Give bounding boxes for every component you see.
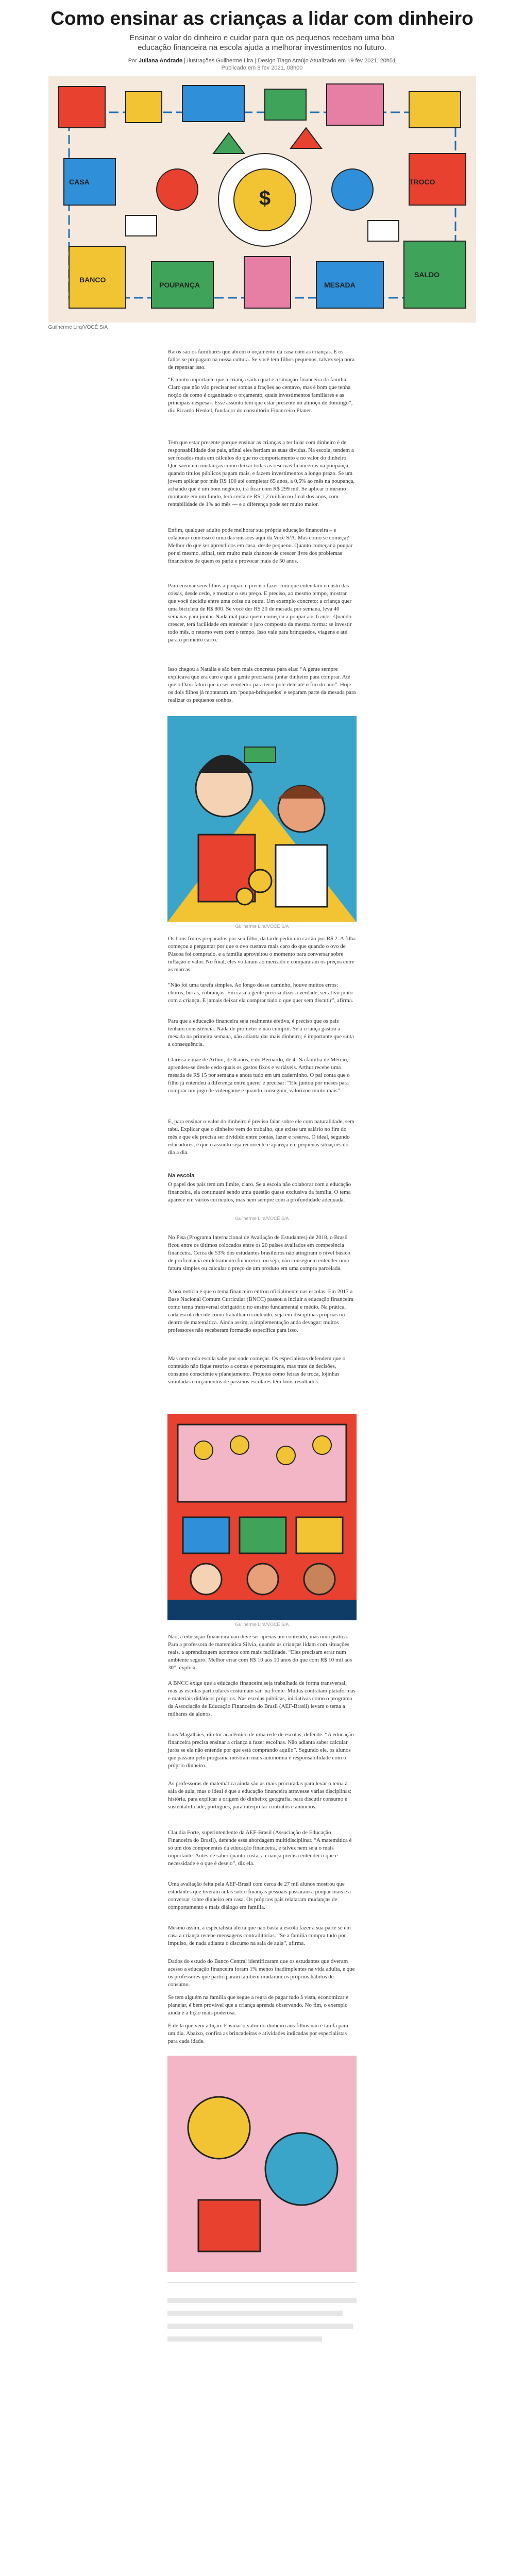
byline-prefix: Por — [128, 58, 137, 64]
paragraph: A boa notícia é que o tema financeiro entrou oficialmente nas escolas. Em 2017 a Base Nacional Comum Curricular (BNCC) passou a incluir a educação financeira como tema transversal obrigatório no ensino fundamental e médio. Na prática, cada escola decide como trabalhar o conteúdo, seja em disciplinas próprias ou dentro de matemática. Ainda assim, a implementação anda devagar: muitos professores não receberam formação específica para isso. — [168, 1289, 353, 1333]
page-title: Como ensinar as crianças a lidar com dinheiro — [50, 8, 474, 29]
paragraph: Não, a educação financeira não deve ser apenas um conteúdo, mas uma prática. Para a professora de matemática Silvia, quando as crianças lidam com situações reais, a aprendizagem acontece com mais facilidade. “Eles precisam errar num ambiente seguro. Melhor errar com R$ 10 aos 10 anos do que com R$ 10 mil aos 30”, explica. — [168, 1634, 352, 1671]
illustration-caption: Guilherme Lira/VOCÊ S/A — [235, 1216, 289, 1221]
paragraph: Uma avaliação feita pela AEF-Brasil com cerca de 27 mil alunos mostrou que estudantes que tiveram aulas sobre finanças pessoais passaram a poupar mais e a conversar sobre dinheiro em casa. Os próprios pais relataram mudanças de comportamento e mais diálogo em família. — [168, 1881, 351, 1910]
hero-sign-2: TROCO — [409, 178, 435, 186]
illustration-decorative-column — [167, 2056, 357, 2576]
paragraph: Clarissa é mãe de Arthur, de 8 anos, e do Bernardo, de 4. Na família de Mércio, aprendeu-se desde cedo quais os gastos fixos e variáveis. Arthur recebe uma mesada de R$ 15 por semana e anota tudo em um caderninho. O pai conta que o filho já entendeu a diferença entre querer e precisar: “Ele juntou por meses para comprar um jogo de videogame e quando conseguiu, valorizou muito mais”. — [168, 1057, 350, 1094]
paragraph: Raros são os familiares que abrem o orçamento da casa com as crianças. E os fallos se propagam na nossa cultura. Se você tem filhos pequenos, talvez seja hora de repensar isso. — [168, 349, 354, 370]
paragraph: Mas nem toda escola sabe por onde começar. Os especialistas defendem que o conteúdo não fique restrito a contas e porcentagens, mas trate de decisões, consumo consciente e planejamento. Projetos como feiras de troca, lojinhas simuladas e orçamentos de passeios escolares têm bons resultados. — [168, 1355, 346, 1385]
hero-caption: Guilherme Lira/VOCÊ S/A — [48, 325, 108, 330]
paragraph: Luis Magalhães, diretor acadêmico de uma rede de escolas, defende: “A educação financeira precisa ensinar a criança a fazer escolhas. Não adianta saber calcular juros se ela não entende por que está comprando aquilo”. Segundo ele, os alunos que passam pelo programa mostram mais autonomia e responsabilidade com o próprio dinheiro. — [168, 1732, 354, 1769]
paragraph: O papel dos pais tem um limite, claro. Se a escola não colaborar com a educação financeira, ela continuará sendo uma questão quase exclusiva da família. O tema aparece em vários currículos, mas nem sempre com a profundidade adequada. — [168, 1181, 351, 1203]
paragraph: Enfim, qualquer adulto pode melhorar sua própria educação financeira – e colaborar com isso é uma das missões aqui da Você S/A. Mas como se começa? Melhor do que ser aprendidos em casa, desde pequeno. Quanto começar a poupar por si mesmo, afinal, tem muito mais chances de crescer livre dos problemas financeiros de quem os pariu e provocar mais de 50 anos. — [168, 527, 353, 564]
paragraph: É de lá que vem a lição: Ensinar o valor do dinheiro aos filhos não é tarefa para um dia. Abaixo, confira as brincadeiras e atividades indicadas por especialistas para cada idade. — [168, 2023, 348, 2044]
hero-board-game-art — [48, 76, 476, 323]
paragraph: Dados do estudo do Banco Central identificaram que os estudantes que tiveram acesso a educação financeira foram 1% menos inadimplentes na vida adulta, e que os professores que participaram também mudaram os próprios hábitos de consumo. — [168, 1958, 355, 1988]
illustration-classroom — [167, 1414, 357, 1620]
illustration-art — [167, 2056, 357, 2576]
paragraph: Se tem alguém na família que segue a regra de pagar tudo à vista, economizar e planejar, é bem provável que a criança aprenda observando. No fim, o exemplo ainda é a lição mais poderosa. — [168, 1994, 349, 2016]
paragraph: “É muito importante que a criança saiba qual é a situação financeira da família. Claro que não vão precisar ser somas a frações ao centavo, mas é bom que tenha noção de como é organizado o orçamento, quais investimentos familiares e as principais despesas. Esse assunto tem que estar presente no almoço de domingo”, diz Ricardo Henkel, fundador do consultório Financeiro Planer. — [168, 377, 353, 414]
hero-sign-4: POUPANÇA — [159, 281, 200, 289]
hero-sign-5: MESADA — [324, 281, 356, 289]
paragraph: Mesmo assim, a especialista alerta que não basta a escola fazer a sua parte se em casa a criança recebe mensagens contraditórias. “Se a família compra tudo por impulso, de nada adianta o discurso na sala de aula”, afirma. — [168, 1925, 351, 1946]
paragraph: “Não foi uma tarefa simples. Ao longo desse caminho, houve muitos erros: choros, birras, cobranças. Em casa a gente precisa dizer a verdade, ser ativo junto com a criança. E jamais deixar ela comprar tudo o que quer sem discutir”, afirma. — [168, 982, 353, 1004]
illustration-art — [167, 1414, 357, 1620]
hero-illustration — [48, 76, 476, 323]
hero-sign-1: CASA — [69, 178, 90, 186]
illustration-art — [167, 716, 357, 922]
published-date: Publicado em 8 fev 2021, 08h00 — [221, 65, 303, 71]
paragraph: Para que a educação financeira seja realmente efetiva, é preciso que os pais tenham consistência. Nada de prometer e não cumprir. Se a criança gastou a mesada na primeira semana, não adianta dar mais dinheiro; é importante que sinta a consequência. — [168, 1018, 354, 1047]
page-subtitle: Ensinar o valor do dinheiro e cuidar para que os pequenos recebam uma boa educação financeira na escola ajuda a melhorar investimentos no futuro. — [129, 33, 395, 52]
paragraph: Os bons frutos preparados por seu filho, da tarde pediu um cartão por R$ 2. A filha começou a perguntar por que o ovo custava mais caro do que quando o ovo de Páscoa foi comprado, e a família aproveitou o momento para conversar sobre inflação e valor. No final, eles voltaram ao mercado e compararam os preços entre as marcas. — [168, 936, 356, 973]
hero-sign-6: SALDO — [414, 270, 440, 279]
article-header — [0, 0, 524, 71]
paragraph: A BNCC exige que a educação financeira seja trabalhada de forma transversal, mas as escolas particulares costumam sair na frente. Muitas contratam plataformas e materiais didáticos próprios. Nas escolas públicas, iniciativas como o programa da Associação de Educação Financeira do Brasil (AEF-Brasil) levam o tema a milhares de alunos. — [168, 1680, 356, 1717]
author-link[interactable]: Juliana Andrade — [138, 58, 183, 64]
paragraph: Para ensinar seus filhos a poupar, é preciso fazer com que entendam o custo das coisas, desde cedo, e mostrar o seu preço. E preciso, ao mesmo tempo, mostrar que você decidiu entre uma coisa ou outra. Um exemplo concreto: a criança quer uma bicicleta de R$ 800. Se você der R$ 20 de mesada por semana, leva 40 semanas para juntar. Nada mal para quem começou a poupar aos 6 anos. Quando crescer, terá facilidade em entender o juro composto da mesma forma: se investir todo mês, o retorno vem com o tempo. Isso vale para brinquedos, viagens e até para o primeiro carro. — [168, 583, 352, 643]
section-heading: Na escola — [168, 1173, 195, 1179]
illustration-caption: Guilherme Lira/VOCÊ S/A — [235, 924, 289, 929]
paragraph: As professoras de matemática ainda são as mais procuradas para levar o tema à sala de aula, mas o ideal é que a educação financeira atravesse várias disciplinas: história, para explicar a origem do dinheiro; geografia, para discutir consumo e sustentabilidade; português, para interpretar contratos e anúncios. — [168, 1781, 352, 1810]
paragraph: No Pisa (Programa Internacional de Avaliação de Estudantes) de 2018, o Brasil ficou entre os últimos colocados entre os 20 países avaliados em competência financeira. Cerca de 53% dos estudantes brasileiros não atingiram o nível básico de proficiência em letramento financeiro, ou seja, não conseguem entender uma fatura simples ou calcular o preço de um produto em uma compra parcelada. — [168, 1234, 350, 1272]
paragraph: Tem que estar presente porque ensinar as crianças a ter lidar com dinheiro é de responsabilidade dos pais, afinal eles herdam as suas dívidas. Na escola, tendem a ser focados mais em cálculos do que no comportamento e no valor do dinheiro. Que saem em mudanças como deixar todas as reservas financeiras na poupança, quando títulos públicos pagam mais, e fazem investimentos a longo prazo. Se um jovem aplicar por mês R$ 100 até completar 65 anos, a 0,5% ao mês na poupança, achando que é um bom negócio, irá ficar com R$ 299 mil. Se aplicar o mesmo montante em um fundo, terá cerca de R$ 1,2 milhão no final dos anos, com rentabilidade de 1% ao mês — e a diferença pode ser muito maior. — [168, 439, 355, 507]
illustration-caption: Guilherme Lira/VOCÊ S/A — [235, 1622, 289, 1627]
paragraph: E, para ensinar o valor do dinheiro é preciso falar sobre ele com naturalidade, sem tabu. Explicar que o dinheiro vem do trabalho, que existe um salário no fim do mês e que ele precisa ser dividido entre contas, lazer e reserva. O ideal, segundo educadores, é que o assunto seja recorrente e apareça em pequenas situações do dia a dia. — [168, 1118, 354, 1156]
updated-date: Atualizado em 19 fev 2021, 20h51 — [310, 58, 396, 64]
paragraph: Claudia Forte, superintendente da AEF-Brasil (Associação de Educação Financeira do Brasil), defende essa abordagem multidisciplinar. “A matemática é só um dos componentes da educação financeira, e talvez nem seja o mais importante. Antes de saber quanto custa, a criança precisa entender o que é necessidade e o que é desejo”, diz ela. — [168, 1829, 352, 1867]
byline-credits: | Ilustrações Guilherme Lira | Design Tiago Araújo — [184, 58, 309, 64]
hero-sign-3: BANCO — [79, 276, 106, 284]
illustration-family-money — [167, 716, 357, 922]
svg-text:$: $ — [259, 187, 271, 210]
byline — [0, 58, 524, 64]
paragraph: Isso chegou a Natália e são bem mais concretas para elas: “A gente sempre explicava que era caro e que a gente precisaria juntar dinheiro para comprar. Até que o Davi falou que ia ser vendedor para ter o pote dele até o fim do ano”. Hoje os dois filhos já montaram um ‘poupa-brinquedos’ e separam parte da mesada para realizar os pequenos sonhos. — [168, 666, 356, 703]
